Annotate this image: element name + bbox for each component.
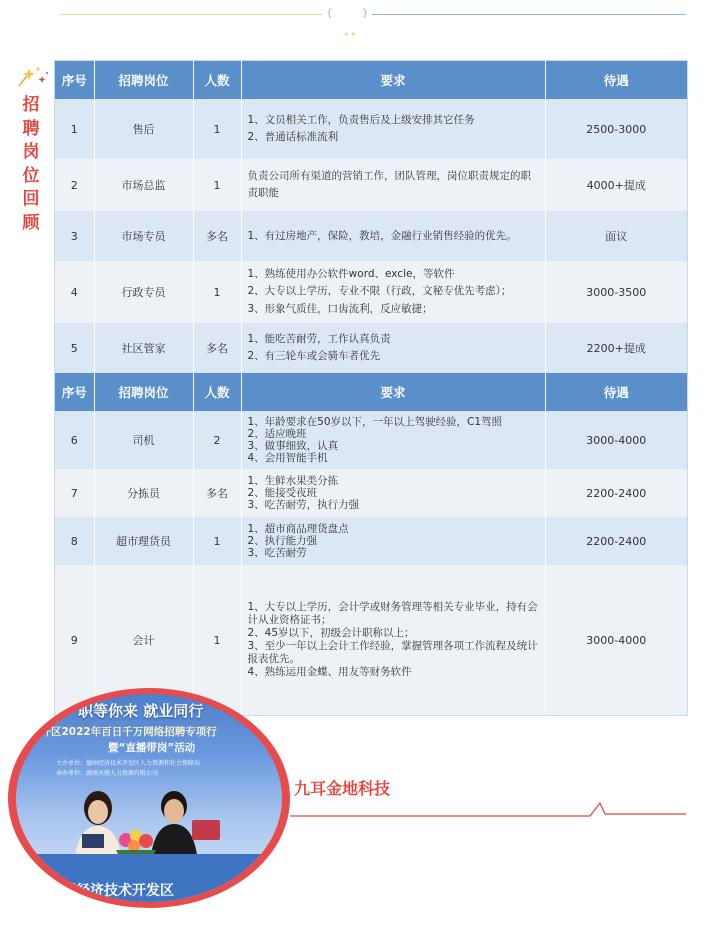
row-position: 司机 <box>94 411 193 469</box>
side-title-char: 招 <box>22 95 40 115</box>
req-line: 2、适应晚班 <box>247 428 307 440</box>
row-salary: 3000-4000 <box>545 411 687 469</box>
req-line: 1、文员相关工作，负责售后及上级安排其它任务 <box>247 114 475 126</box>
row-requirement <box>241 323 545 373</box>
row-count: 多名 <box>193 323 241 373</box>
company-name: 九耳金地科技 <box>294 779 391 798</box>
pulse-line-icon <box>290 795 690 820</box>
header-no: 序号 <box>55 61 94 99</box>
row-requirement <box>241 211 545 261</box>
table-row <box>55 469 687 517</box>
req-line: 1、能吃苦耐劳，工作认真负责 <box>247 333 391 345</box>
header-salary: 待遇 <box>545 61 687 99</box>
req-line: 3、至少一年以上会计工作经验，掌握管理各项工作流程及统计报表优先。 <box>247 640 538 665</box>
row-count: 多名 <box>193 469 241 517</box>
header-count: 人数 <box>193 373 241 411</box>
req-line: 2、大专以上学历，专业不限（行政，文秘专优先考虑）； <box>247 285 512 298</box>
header-requirement: 要求 <box>241 61 545 99</box>
row-requirement <box>241 159 545 211</box>
header-requirement: 要求 <box>241 373 545 411</box>
row-salary: 4000+提成 <box>545 159 687 211</box>
row-position: 售后 <box>94 99 193 159</box>
photo-banner-line1: 职等你来 就业同行 <box>78 702 204 720</box>
row-salary: 2200-2400 <box>545 517 687 565</box>
req-line: 3、做事细致，认真 <box>247 440 339 452</box>
event-photo <box>16 694 282 902</box>
side-title-char: 位 <box>22 165 40 186</box>
row-salary: 2200+提成 <box>545 323 687 373</box>
photo-bottom-banner: 州经济技术开发区 <box>62 883 174 899</box>
req-line: 负责公司所有渠道的营销工作，团队管理，岗位职责规定的职责职能 <box>247 170 531 199</box>
bracket-right-icon: } <box>362 8 369 19</box>
sparkle-icon <box>16 64 52 90</box>
side-title-char: 岗 <box>22 142 40 162</box>
row-position: 超市理货员 <box>94 517 193 565</box>
header-count: 人数 <box>193 61 241 99</box>
row-salary: 3000-3500 <box>545 261 687 323</box>
req-line: 2、45岁以下，初级会计职称以上； <box>247 627 415 639</box>
row-no: 9 <box>55 565 94 715</box>
table-row <box>55 99 687 159</box>
row-requirement <box>241 565 545 715</box>
req-line: 3、吃苦耐劳，执行力强 <box>247 499 360 511</box>
row-no: 8 <box>55 517 94 565</box>
row-requirement <box>241 99 545 159</box>
req-line: 2、普通话标准流利 <box>247 131 339 143</box>
table-row <box>55 411 687 469</box>
header-salary: 待遇 <box>545 373 687 411</box>
row-position: 市场专员 <box>94 211 193 261</box>
row-no: 4 <box>55 261 94 323</box>
table-header-row-2 <box>55 373 687 411</box>
table-row <box>55 323 687 373</box>
req-line: 4、熟练运用金蝶、用友等财务软件 <box>247 666 412 678</box>
row-salary: 2200-2400 <box>545 469 687 517</box>
req-line: 1、大专以上学历，会计学或财务管理等相关专业毕业，持有会计从业资格证书； <box>247 601 538 626</box>
row-count: 2 <box>193 411 241 469</box>
row-no: 5 <box>55 323 94 373</box>
row-no: 7 <box>55 469 94 517</box>
row-salary: 2500-3000 <box>545 99 687 159</box>
header-position: 招聘岗位 <box>94 373 193 411</box>
row-count: 1 <box>193 159 241 211</box>
req-line: 2、执行能力强 <box>247 535 318 547</box>
req-line: 1、年龄要求在50岁以下，一年以上驾驶经验，C1驾照 <box>247 416 503 428</box>
row-position: 市场总监 <box>94 159 193 211</box>
req-line: 3、吃苦耐劳 <box>247 547 307 559</box>
req-line: 3、形象气质佳，口齿流利，反应敏捷； <box>247 302 433 315</box>
req-line: 4、会用智能手机 <box>247 452 328 464</box>
row-no: 2 <box>55 159 94 211</box>
recruitment-table <box>54 60 688 716</box>
row-requirement <box>241 517 545 565</box>
row-no: 1 <box>55 99 94 159</box>
req-line: 2、有三轮车或会骑车者优先 <box>247 350 381 362</box>
photo-banner-line4: 主办单位：德州经济技术开发区人力资源和社会保障局 <box>56 760 201 767</box>
side-title <box>18 94 44 235</box>
header-no: 序号 <box>55 373 94 411</box>
photo-banner-line5: 承办单位：湖南天胜人力资源有限公司 <box>56 770 159 777</box>
side-title-char: 顾 <box>22 212 40 233</box>
top-rule-left <box>60 14 322 15</box>
top-rule-right <box>372 14 686 15</box>
row-requirement <box>241 261 545 323</box>
hosts-illustration <box>16 694 282 902</box>
side-title-char: 回 <box>22 189 40 209</box>
row-count: 1 <box>193 517 241 565</box>
photo-banner-line2: 经开区2022年百日千万网络招聘专项行 <box>30 726 217 738</box>
bracket-left-icon: { <box>326 8 333 19</box>
row-count: 1 <box>193 565 241 715</box>
row-no: 6 <box>55 411 94 469</box>
req-line: 1、熟练使用办公软件word、excle，等软件 <box>247 267 455 280</box>
table-row <box>55 261 687 323</box>
req-line: 1、有过房地产，保险，教培，金融行业销售经验的优先。 <box>247 229 517 242</box>
row-position: 社区管家 <box>94 323 193 373</box>
row-position: 分拣员 <box>94 469 193 517</box>
header-position: 招聘岗位 <box>94 61 193 99</box>
dots-icon: ✦✦ <box>343 30 357 39</box>
row-position: 行政专员 <box>94 261 193 323</box>
row-count: 多名 <box>193 211 241 261</box>
req-line: 1、生鲜水果类分拣 <box>247 475 339 487</box>
row-salary: 3000-4000 <box>545 565 687 715</box>
side-title-char: 聘 <box>22 118 40 139</box>
row-requirement <box>241 411 545 469</box>
row-no: 3 <box>55 211 94 261</box>
row-count: 1 <box>193 99 241 159</box>
photo-banner-line3: 暨“直播带岗”活动 <box>108 742 196 754</box>
req-line: 1、超市商品理货盘点 <box>247 523 349 535</box>
row-count: 1 <box>193 261 241 323</box>
table-row <box>55 211 687 261</box>
row-requirement <box>241 469 545 517</box>
table-row <box>55 159 687 211</box>
row-position: 会计 <box>94 565 193 715</box>
row-salary: 面议 <box>545 211 687 261</box>
req-line: 2、能接受夜班 <box>247 487 318 499</box>
table-row <box>55 517 687 565</box>
table-header-row <box>55 61 687 99</box>
